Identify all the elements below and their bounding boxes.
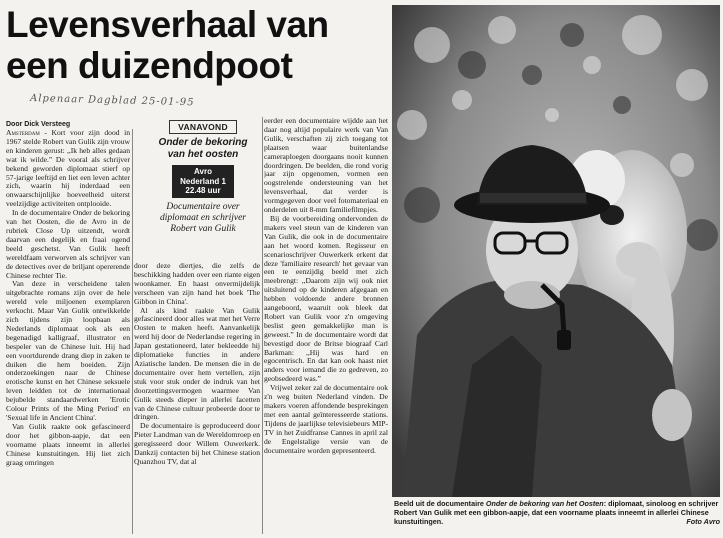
article-paragraph: Van deze in verscheidene talen uitgebrachte romans zijn over de hele wereld vele miljoenen exemplaren verkocht. Maar Van Gulik ontwikkelde zich tijdens zijn loopbaan als Nederlands diplomaat ook als een begenadigd kalligraaf, illustrator en bespeler van de Chinese luit. Hij had een voortdurende drang diep in zaken te duiken die hem boeiden. Zijn onderzoekingen naar de Chinese erotische kunst en het Chinese seksuele leven leidden tot de internationaal bejubelde standaardwerken 'Erotic Colour Prints of the Ming Period' en 'Sexual life in Ancient China'. [6, 279, 130, 422]
network: Nederland 1 [180, 176, 226, 186]
article-column-1 [6, 129, 130, 538]
broadcaster: Avro [194, 167, 212, 176]
tv-listing-box [158, 117, 248, 257]
article-paragraph: Amsterdam - Kort voor zijn dood in 1967 stelde Robert van Gulik zijn vrouw en kinderen gerust: ,,Ik heb alles gedaan wat ik wilde.” De vooral als schrijver bekend geworden diplomaat stierf op 57-jarige leeftijd en liet een leven achter zich, waarin hij inderdaad een onwaarschijnlijke hoeveelheid uiterst veelzijdige activiteiten ontplooide. [6, 129, 130, 209]
air-time: 22.48 uur [185, 186, 221, 195]
headline: Levensverhaal van een duizendpoot [6, 4, 329, 86]
article-paragraph: door deze diertjes, die zelfs de beschikking hadden over een riante eigen woonkamer. En haast onvermijdelijk verscheen van zijn hand het boek 'The Gibbon in China'. [134, 262, 260, 306]
article-paragraph: Vrijwel zeker zal de documentaire ook z'n weg buiten Nederland vinden. De makers voeren affondende besprekingen met een aantal geïnteresseerde stations. Tijdens de jaarlijkse televisiebeurs MIP-TV in het Zuidfranse Cannes in april zal de Engelstalige versie van de documentaire worden gepresenteerd. [264, 383, 388, 455]
photo-van-gulik-with-gibbon [392, 5, 720, 497]
article-paragraph: De documentaire is geproduceerd door Pieter Landman van de Wereldomroep en geregisseerd door Willem Ouwerkerk. Dankzij contacten bij het Chinese station Quanzhou TV, dat al [134, 421, 260, 466]
listing-kicker: VANAVOND [169, 120, 237, 134]
caption-program-title: Onder de bekoring van het Oosten [485, 499, 604, 508]
photo-credit: Foto Avro [686, 517, 720, 526]
article-paragraph: eerder een documentaire wijdde aan het daar nog altijd populaire werk van Van Gulik, verschaften zij zich toegang tot plaatsen waar buitenlandse cameraploegen doorgaans nooit kunnen doordringen. De beelden, die rond vorig jaar zijn opgenomen, vormen een oogstrelende ondersteuning van het levensverhaal, dat verder is vormgegeven door veel fotomateriaal en onderdelen uit 8-mm familiefilmpjes. [264, 117, 388, 215]
column-divider [132, 129, 133, 534]
article-paragraph: Bij de voorbereiding ondervonden de makers veel steun van de kinderen van Van Gulik, die ook in de documentaire aan het woord komen. Regisseur en scenarioschrijver Ouwerkerk erkent dat deze 'familiaire research' het gevaar van een te eenzijdig beeld met zich meebrengt: ,,Daarom zijn wij ook niet uitsluitend op de kinderen afgegaan en hebben voldoende andere bronnen aangeboord, waaruit ook bleek dat Robert van Gulik voor z'n omgeving beslist geen gemakkelijke man is geweest.” In de documentaire wordt dat bevestigd door de Britse biograaf Carl Barkman: ,,Hij was hard en egocentrisch. En dat kan ook haast niet anders voor iemand die zo gedreven, zo geobsedeerd was.” [264, 213, 388, 384]
article-paragraph: Al als kind raakte Van Gulik gefascineerd door alles wat met het Verre Oosten te maken heeft. Aanvankelijk werd hij door de Nederlandse regering in Japan gestationeerd, later bekleedde hij diplomatieke functies in andere Aziatische landen. De mensen die in de documentaire over hem vertellen, zijn stuk voor stuk onder de indruk van het doorzettingsvermogen waarmee Van Gulik steeds dieper in allerlei facetten van de Chinese cultuur probeerde door te dringen. [134, 305, 260, 422]
article-paragraph: In de documentaire Onder de bekoring van het Oosten, die de Avro in de rubriek Close Up uitzendt, wordt daarvan een degelijk en fraai ogend beeld geschetst. Van Gulik heeft wereldfaam verworven als schrijver van de detectives over de briljant opererende Chinese rechter Tie. [6, 208, 130, 280]
byline: Door Dick Versteeg [6, 121, 71, 128]
dateline: Amsterdam [6, 129, 40, 137]
program-description: Documentaire over diplomaat en schrijver Robert van Gulik [159, 201, 246, 234]
program-title: Onder de bekoring van het oosten [158, 137, 248, 160]
handwritten-date-note: Alpenaar Dagblad 25-01-95 [29, 92, 195, 109]
photo-caption: Beeld uit de documentaire Onder de bekoring van het Oosten: diplomaat, sinoloog en schrijver Robert Van Gulik met een gibbon-aapje, dat een voorname plaats inneemt in allerlei Chinese kunstuitingen. Foto Avro [394, 499, 720, 526]
article-paragraph: Van Gulik raakte ook gefascineerd door het gibbon-aapje, dat een voorname plaats inneemt in allerlei Chinese kunstuitingen. Hij liet zich graag omringen [6, 421, 130, 467]
article-column-2 [134, 262, 260, 538]
broadcast-info [172, 165, 234, 198]
column-divider [262, 117, 263, 534]
article-column-3 [264, 117, 388, 538]
